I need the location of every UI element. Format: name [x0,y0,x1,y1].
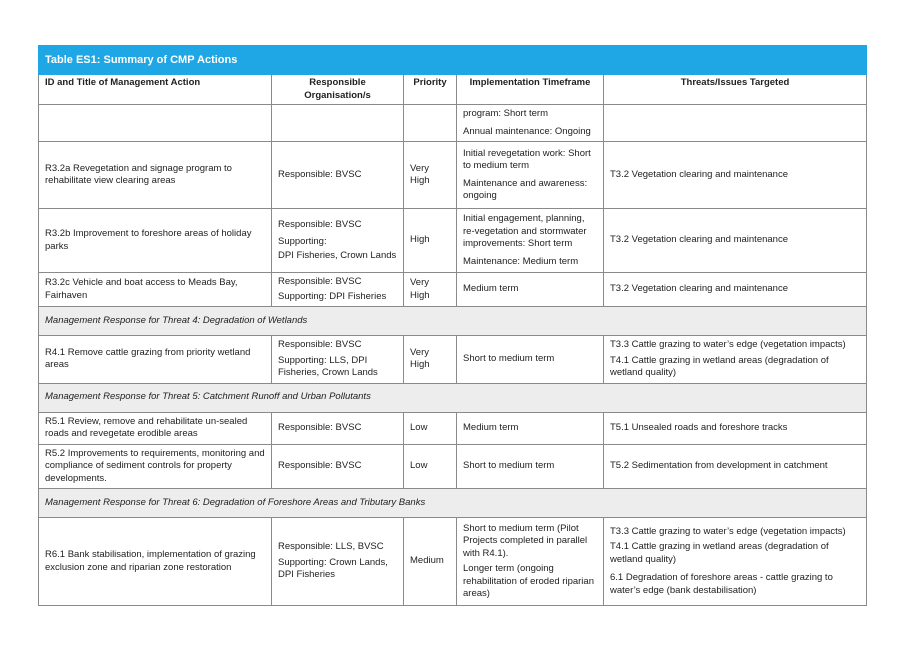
org-text: Supporting: DPI Fisheries [278,290,387,302]
threat-text: 6.1 Degradation of foreshore areas - cattle grazing to water’s edge (bank destabilisation) [610,572,833,596]
org-cell [272,336,404,384]
priority-cell: Very High [404,336,457,384]
org-cell [272,105,404,142]
org-cell [272,273,404,307]
timeframe-cell [457,412,604,444]
threat-text: T3.2 Vegetation clearing and maintenance [610,283,788,295]
org-cell [272,444,404,489]
threats-cell [604,209,867,273]
org-cell [272,518,404,606]
table-header-row [39,75,867,105]
timeframe-cell [457,105,604,142]
org-cell [272,209,404,273]
timeframe-text: Annual maintenance: Ongoing [463,125,591,137]
section-row [39,383,867,412]
priority-cell: Medium [404,518,457,606]
threats-cell [604,273,867,307]
threat-text: T5.2 Sedimentation from development in catchment [610,460,828,471]
header-timeframe: Implementation Timeframe [457,75,604,105]
table-row [39,412,867,444]
header-threats: Threats/Issues Targeted [604,75,867,105]
threat-text: T4.1 Cattle grazing in wetland areas (degradation of wetland quality) [610,354,829,378]
table-row [39,518,867,606]
timeframe-text: Short to medium term (Pilot Projects completed in parallel with R4.1). [463,522,588,559]
timeframe-text: Medium term [463,283,519,295]
org-text: Supporting: [278,236,327,248]
section-heading: Management Response for Threat 5: Catchment Runoff and Urban Pollutants [39,383,867,412]
action-cell: R4.1 Remove cattle grazing from priority wetland areas [39,336,272,384]
threat-text: T3.2 Vegetation clearing and maintenance [610,168,788,180]
timeframe-text: Short to medium term [463,353,555,364]
cmp-actions-table [38,45,867,606]
org-text: Responsible: BVSC [278,460,362,471]
org-text: Responsible: BVSC [278,168,362,180]
header-org: Responsible Organisation/s [272,75,404,105]
org-cell [272,412,404,444]
action-cell [39,105,272,142]
action-cell: R5.2 Improvements to requirements, monitoring and compliance of sediment controls for property developments. [39,444,272,489]
action-cell: R6.1 Bank stabilisation, implementation of grazing exclusion zone and riparian zone restoration [39,518,272,606]
table-row [39,105,867,142]
action-cell: R3.2a Revegetation and signage program to rehabilitate view clearing areas [39,142,272,209]
org-text: Supporting: LLS, DPI Fisheries, Crown Lands [278,354,378,378]
action-cell: R5.1 Review, remove and rehabilitate un-sealed roads and revegetate erodible areas [39,412,272,444]
timeframe-cell [457,273,604,307]
timeframe-text: Initial engagement, planning, re-vegetation and stormwater improvements: Short term [463,213,587,249]
section-heading: Management Response for Threat 6: Degradation of Foreshore Areas and Tributary Banks [39,489,867,518]
org-text: Responsible: BVSC [278,339,362,350]
org-cell [272,142,404,209]
timeframe-cell [457,209,604,273]
threats-cell [604,444,867,489]
priority-cell: Low [404,412,457,444]
section-row [39,307,867,336]
table-row [39,209,867,273]
timeframe-text: Maintenance: Medium term [463,255,579,267]
threat-text: T4.1 Cattle grazing in wetland areas (degradation of wetland quality) [610,541,829,565]
table-title: Table ES1: Summary of CMP Actions [39,46,867,75]
priority-cell: Very High [404,273,457,307]
threats-cell [604,412,867,444]
timeframe-text: Maintenance and awareness: ongoing [463,177,588,201]
header-action: ID and Title of Management Action [39,75,272,105]
table-title-row [39,46,867,75]
org-text: Responsible: BVSC [278,276,362,287]
threat-text: T3.3 Cattle grazing to water’s edge (vegetation impacts) [610,339,846,350]
org-text: Supporting: Crown Lands, DPI Fisheries [278,556,388,581]
table-row [39,273,867,307]
timeframe-text: Medium term [463,421,519,433]
priority-cell [404,105,457,142]
table-row [39,142,867,209]
org-text: Responsible: BVSC [278,218,362,230]
priority-cell: High [404,209,457,273]
timeframe-text: Short to medium term [463,460,555,471]
threats-cell [604,336,867,384]
threats-cell [604,142,867,209]
timeframe-cell [457,518,604,606]
threat-text: T3.3 Cattle grazing to water’s edge (vegetation impacts) [610,525,846,537]
timeframe-text: program: Short term [463,108,548,119]
priority-cell: Low [404,444,457,489]
threat-text: T3.2 Vegetation clearing and maintenance [610,234,788,246]
section-heading: Management Response for Threat 4: Degradation of Wetlands [39,307,867,336]
timeframe-cell [457,444,604,489]
org-text: Responsible: BVSC [278,421,362,433]
timeframe-cell [457,142,604,209]
timeframe-text: Longer term (ongoing rehabilitation of eroded riparian areas) [463,563,594,599]
table-row [39,336,867,384]
timeframe-text: Initial revegetation work: Short to medium term [463,147,591,171]
header-priority: Priority [404,75,457,105]
org-text: Responsible: LLS, BVSC [278,541,384,553]
section-row [39,489,867,518]
threats-cell [604,105,867,142]
action-cell: R3.2c Vehicle and boat access to Meads Bay, Fairhaven [39,273,272,307]
threats-cell [604,518,867,606]
table-row [39,444,867,489]
org-text: DPI Fisheries, Crown Lands [278,249,397,261]
priority-cell: Very High [404,142,457,209]
threat-text: T5.1 Unsealed roads and foreshore tracks [610,421,788,433]
action-cell: R3.2b Improvement to foreshore areas of holiday parks [39,209,272,273]
timeframe-cell [457,336,604,384]
